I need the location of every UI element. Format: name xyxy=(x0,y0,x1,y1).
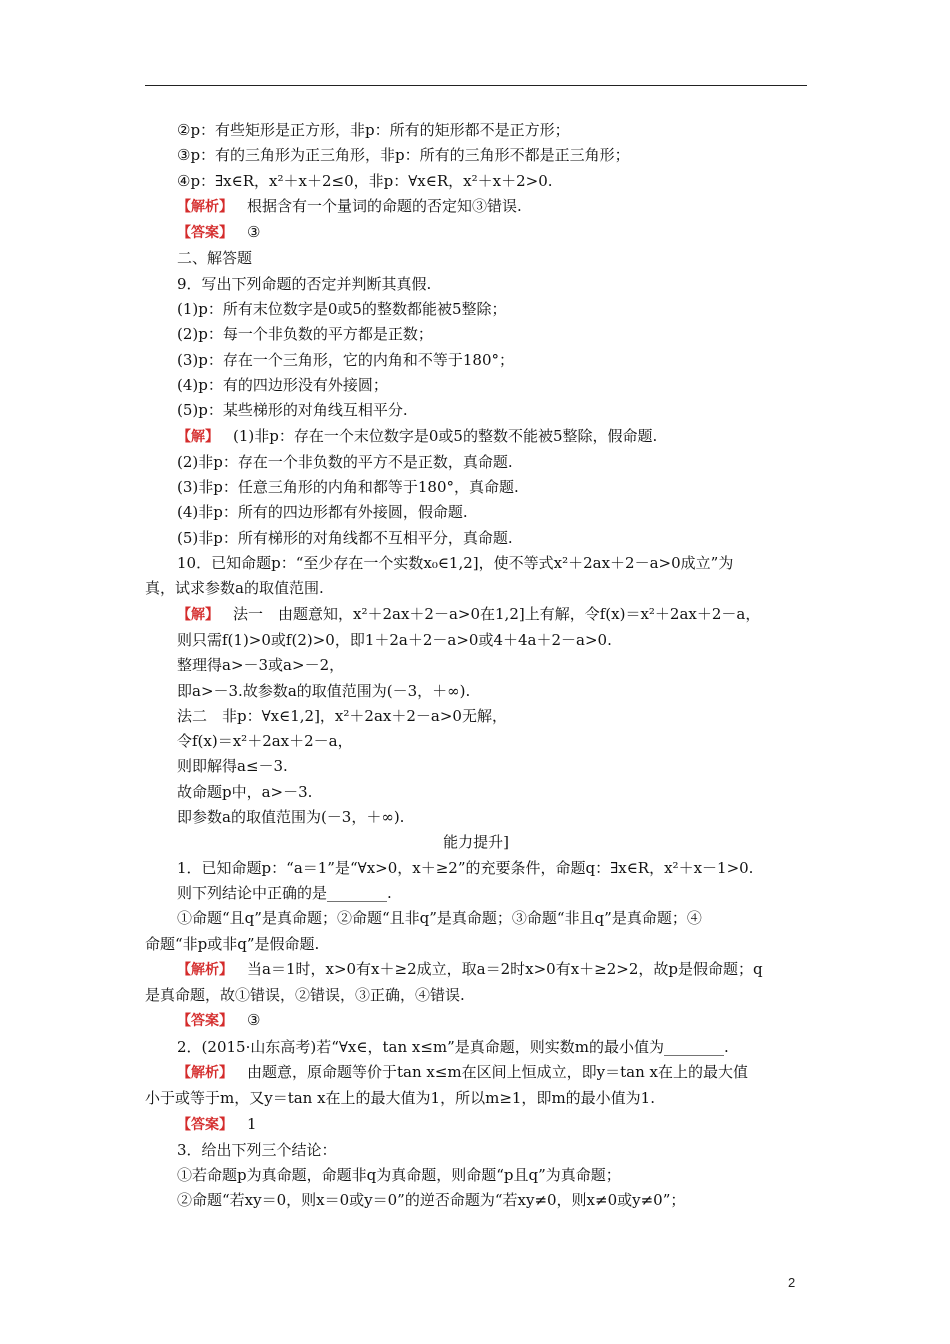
text-line xyxy=(145,272,807,297)
text-line xyxy=(145,1086,807,1111)
text-line xyxy=(145,500,807,525)
line-text: (2)p：每一个非负数的平方都是正数； xyxy=(177,325,433,344)
line-text: (1)p：所有末位数字是0或5的整数都能被5整除； xyxy=(177,300,507,319)
label-tag-analysis: 【解析】 xyxy=(177,961,233,978)
text-line xyxy=(145,194,807,220)
line-text: (4)p：有的四边形没有外接圆； xyxy=(177,375,388,394)
line-text: ③ xyxy=(247,223,261,242)
line-text: (4)非p：所有的四边形都有外接圆，假命题. xyxy=(177,503,468,522)
line-text: 则即解得a≤－3. xyxy=(177,757,288,776)
text-line xyxy=(145,628,807,653)
page-number: 2 xyxy=(788,1275,796,1290)
label-tag-analysis: 【解析】 xyxy=(177,1064,233,1081)
text-line xyxy=(145,653,807,678)
line-text: 则下列结论中正确的是________. xyxy=(177,883,392,902)
text-line xyxy=(145,881,807,906)
line-text: 3．给出下列三个结论： xyxy=(177,1140,337,1159)
line-text: 根据含有一个量词的命题的否定知③错误. xyxy=(247,196,522,215)
line-text: 能力提升] xyxy=(443,833,509,852)
text-line xyxy=(145,1035,807,1060)
text-line xyxy=(145,1112,807,1138)
label-tag-answer: 【答案】 xyxy=(177,225,233,242)
document-body xyxy=(145,118,807,1214)
line-text: ③ xyxy=(247,1011,261,1030)
text-line xyxy=(145,475,807,500)
line-text: 2．(2015·山东高考)若“∀x∈，tan x≤m”是真命题，则实数m的最小值为________. xyxy=(177,1037,729,1056)
line-text: 由题意，原命题等价于tan x≤m在区间上恒成立，即y＝tan x在上的最大值 xyxy=(247,1062,748,1081)
line-text: 即a>－3.故参数a的取值范围为(－3，＋∞). xyxy=(177,681,471,700)
line-text: 1．已知命题p：“a＝1”是“∀x>0，x＋≥2”的充要条件，命题q：∃x∈R，x²＋x－1>0. xyxy=(177,858,754,877)
text-line xyxy=(145,983,807,1008)
label-tag-solution: 【解】 xyxy=(177,428,219,445)
header-rule xyxy=(145,85,807,86)
text-line xyxy=(145,220,807,246)
line-text: (3)p：存在一个三角形，它的内角和不等于180°； xyxy=(177,350,514,369)
line-text: (5)非p：所有梯形的对角线都不互相平分，真命题. xyxy=(177,528,513,547)
line-text: (2)非p：存在一个非负数的平方不是正数，真命题. xyxy=(177,452,513,471)
text-line xyxy=(145,602,807,628)
line-text: 1 xyxy=(247,1114,257,1133)
text-line xyxy=(145,704,807,729)
line-text: 法一 由题意知，x²＋2ax＋2－a>0在1,2]上有解，令f(x)＝x²＋2ax＋2－a， xyxy=(233,604,761,623)
line-text: 当a＝1时，x>0有x＋≥2成立，取a＝2时x>0有x＋≥2>2，故p是假命题；q xyxy=(247,959,763,978)
line-text: 命题“非p或非q”是假命题. xyxy=(145,934,320,953)
text-line xyxy=(145,450,807,475)
text-line xyxy=(145,754,807,779)
line-text: 故命题p中，a>－3. xyxy=(177,782,313,801)
line-text: (1)非p：存在一个末位数字是0或5的整数不能被5整除，假命题. xyxy=(233,426,658,445)
line-text: 整理得a>－3或a>－2， xyxy=(177,656,345,675)
text-line xyxy=(145,143,807,168)
label-tag-answer: 【答案】 xyxy=(177,1116,233,1133)
line-text: ②命题“若xy＝0，则x＝0或y＝0”的逆否命题为“若xy≠0，则x≠0或y≠0”； xyxy=(177,1191,686,1210)
text-line xyxy=(145,805,807,830)
line-text: 小于或等于m，又y＝tan x在上的最大值为1，所以m≥1，即m的最小值为1. xyxy=(145,1089,655,1108)
label-tag-solution: 【解】 xyxy=(177,606,219,623)
text-line xyxy=(145,576,807,601)
text-line xyxy=(145,679,807,704)
label-tag-analysis: 【解析】 xyxy=(177,198,233,215)
text-line xyxy=(145,1138,807,1163)
line-text: (3)非p：任意三角形的内角和都等于180°，真命题. xyxy=(177,478,519,497)
line-text: 则只需f(1)>0或f(2)>0，即1＋2a＋2－a>0或4＋4a＋2－a>0. xyxy=(177,630,612,649)
text-line xyxy=(145,373,807,398)
line-text: 10．已知命题p：“至少存在一个实数x₀∈1,2]，使不等式x²＋2ax＋2－a>0成立”为 xyxy=(177,554,734,573)
text-line xyxy=(145,1163,807,1188)
text-line xyxy=(145,780,807,805)
line-text: 法二 非p：∀x∈1,2]，x²＋2ax＋2－a>0无解， xyxy=(177,706,507,725)
text-line xyxy=(145,398,807,423)
line-text: ①若命题p为真命题，命题非q为真命题，则命题“p且q”为真命题； xyxy=(177,1166,621,1185)
text-line xyxy=(145,246,807,271)
text-line xyxy=(145,830,807,855)
text-line xyxy=(145,906,807,931)
line-text: ③p：有的三角形为正三角形，非p：所有的三角形不都是正三角形； xyxy=(177,146,630,165)
text-line xyxy=(145,526,807,551)
text-line xyxy=(145,1008,807,1034)
line-text: (5)p：某些梯形的对角线互相平分. xyxy=(177,401,408,420)
line-text: 真，试求参数a的取值范围. xyxy=(145,579,324,598)
text-line xyxy=(145,729,807,754)
text-line xyxy=(145,297,807,322)
line-text: 即参数a的取值范围为(－3，＋∞). xyxy=(177,808,405,827)
line-text: ①命题“且q”是真命题；②命题“且非q”是真命题；③命题“非且q”是真命题；④ xyxy=(177,909,702,928)
text-line xyxy=(145,322,807,347)
label-tag-answer: 【答案】 xyxy=(177,1013,233,1030)
text-line xyxy=(145,169,807,194)
text-line xyxy=(145,118,807,143)
text-line xyxy=(145,424,807,450)
line-text: 二、解答题 xyxy=(177,249,253,268)
text-line xyxy=(145,1188,807,1213)
text-line xyxy=(145,957,807,983)
text-line xyxy=(145,856,807,881)
line-text: ④p：∃x∈R，x²＋x＋2≤0，非p：∀x∈R，x²＋x＋2>0. xyxy=(177,171,553,190)
text-line xyxy=(145,1060,807,1086)
line-text: 9．写出下列命题的否定并判断其真假. xyxy=(177,274,432,293)
text-line xyxy=(145,932,807,957)
text-line xyxy=(145,348,807,373)
line-text: 令f(x)＝x²＋2ax＋2－a， xyxy=(177,732,353,751)
line-text: ②p：有些矩形是正方形，非p：所有的矩形都不是正方形； xyxy=(177,121,570,139)
text-line xyxy=(145,551,807,576)
line-text: 是真命题，故①错误，②错误，③正确，④错误. xyxy=(145,986,465,1005)
